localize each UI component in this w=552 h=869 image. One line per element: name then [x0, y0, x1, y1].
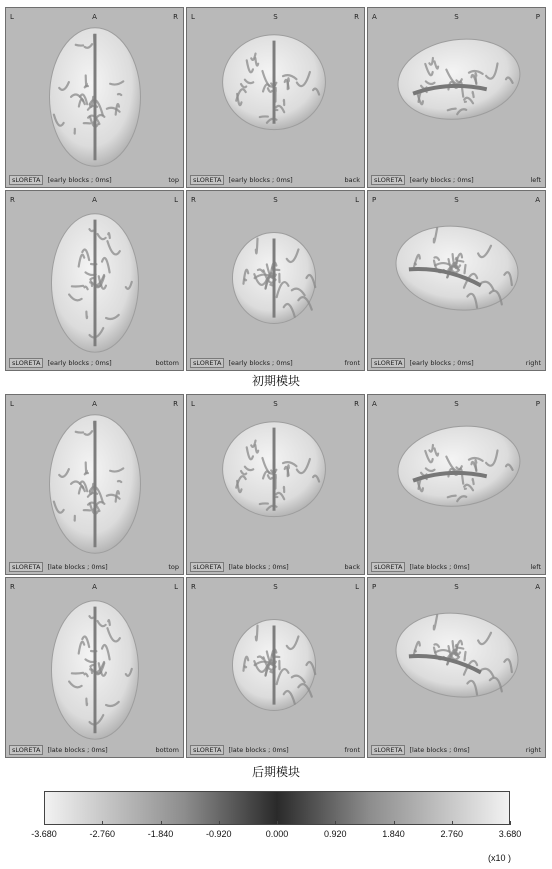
early-blocks-caption: 初期模块	[251, 374, 300, 388]
brain-panel-bottom	[5, 190, 184, 371]
orientation-label-right: L	[355, 196, 359, 204]
orientation-label-left: L	[191, 400, 195, 408]
colorbar-tickmark	[44, 821, 45, 825]
colorbar-tick-label: -2.760	[89, 829, 116, 839]
brain-panel-right	[367, 190, 546, 371]
brain-panel-top	[5, 7, 184, 188]
orientation-label-center: S	[273, 583, 278, 591]
condition-label: [early blocks ; 0ms]	[409, 359, 474, 367]
colorbar-tickmark	[219, 821, 220, 825]
orientation-label-center: S	[454, 196, 459, 204]
orientation-label-right: R	[173, 13, 178, 21]
orientation-label-right: L	[174, 583, 178, 591]
orientation-label-right: A	[535, 583, 540, 591]
brain-panel-bottom	[5, 577, 184, 758]
condition-label: [early blocks ; 0ms]	[228, 359, 293, 367]
view-label: right	[525, 746, 541, 754]
orientation-label-left: A	[372, 400, 377, 408]
method-label: sLORETA	[9, 562, 43, 572]
brain-panel-front	[186, 190, 365, 371]
brain-render	[6, 578, 183, 757]
orientation-label-left: P	[372, 196, 377, 204]
colorbar-tickmark	[161, 821, 162, 825]
condition-label: [late blocks ; 0ms]	[228, 746, 289, 754]
orientation-label-left: R	[10, 196, 15, 204]
brain-render	[368, 578, 545, 757]
orientation-label-right: R	[354, 13, 359, 21]
brain-panel-left	[367, 7, 546, 188]
panel-caption	[190, 746, 289, 754]
condition-label: [late blocks ; 0ms]	[228, 563, 289, 571]
view-label: front	[344, 746, 360, 754]
colorbar-tickmark	[452, 821, 453, 825]
method-label: sLORETA	[371, 358, 405, 368]
orientation-label-left: L	[10, 13, 14, 21]
brain-render	[6, 395, 183, 574]
panel-caption	[190, 563, 289, 571]
method-label: sLORETA	[190, 745, 224, 755]
orientation-label-center: S	[454, 583, 459, 591]
orientation-label-center: S	[273, 13, 278, 21]
condition-label: [late blocks ; 0ms]	[47, 746, 108, 754]
condition-label: [late blocks ; 0ms]	[409, 563, 470, 571]
orientation-label-center: A	[92, 400, 97, 408]
orientation-label-right: R	[173, 400, 178, 408]
late-blocks-grid	[5, 394, 546, 758]
panel-caption	[9, 176, 112, 184]
panel-caption	[371, 746, 470, 754]
view-label: back	[344, 176, 360, 184]
panel-caption	[9, 563, 108, 571]
method-label: sLORETA	[9, 358, 43, 368]
orientation-label-right: A	[535, 196, 540, 204]
colorbar-tick-label: 2.760	[440, 829, 464, 839]
view-label: right	[525, 359, 541, 367]
panel-caption	[371, 359, 474, 367]
orientation-label-center: S	[273, 400, 278, 408]
orientation-label-center: A	[92, 583, 97, 591]
panel-caption	[190, 359, 293, 367]
method-label: sLORETA	[371, 745, 405, 755]
brain-render	[368, 191, 545, 370]
brain-render	[6, 8, 183, 187]
orientation-label-right: P	[535, 13, 540, 21]
brain-render	[187, 395, 364, 574]
orientation-label-center: A	[92, 13, 97, 21]
brain-panel-right	[367, 577, 546, 758]
orientation-label-center: S	[454, 13, 459, 21]
orientation-label-left: R	[191, 196, 196, 204]
view-label: top	[168, 176, 179, 184]
view-label: top	[168, 563, 179, 571]
brain-panel-back	[186, 7, 365, 188]
orientation-label-left: L	[191, 13, 195, 21]
method-label: sLORETA	[371, 562, 405, 572]
colorbar-gradient	[44, 791, 510, 825]
orientation-label-left: A	[372, 13, 377, 21]
method-label: sLORETA	[190, 175, 224, 185]
condition-label: [late blocks ; 0ms]	[409, 746, 470, 754]
condition-label: [late blocks ; 0ms]	[47, 563, 108, 571]
colorbar-tickmark	[510, 821, 511, 825]
orientation-label-center: A	[92, 196, 97, 204]
colorbar-tick-label: 0.920	[323, 829, 347, 839]
view-label: front	[344, 359, 360, 367]
orientation-label-center: S	[454, 400, 459, 408]
colorbar-unit: (x10 )	[488, 853, 512, 863]
brain-render	[368, 395, 545, 574]
view-label: left	[530, 176, 541, 184]
brain-panel-left	[367, 394, 546, 575]
brain-panel-front	[186, 577, 365, 758]
colorbar-tickmark	[277, 821, 278, 825]
method-label: sLORETA	[9, 745, 43, 755]
colorbar-tick-label: 3.680	[498, 829, 522, 839]
brain-render	[187, 8, 364, 187]
colorbar-tick-label: -1.840	[147, 829, 174, 839]
brain-render	[187, 578, 364, 757]
panel-caption	[371, 176, 474, 184]
orientation-label-right: L	[355, 583, 359, 591]
colorbar	[31, 791, 522, 839]
condition-label: [early blocks ; 0ms]	[47, 176, 112, 184]
colorbar-tickmark	[394, 821, 395, 825]
view-label: bottom	[155, 746, 179, 754]
colorbar-tickmark	[102, 821, 103, 825]
brain-panel-back	[186, 394, 365, 575]
colorbar-tick-label: -0.920	[205, 829, 232, 839]
orientation-label-center: S	[273, 196, 278, 204]
orientation-label-left: L	[10, 400, 14, 408]
colorbar-ticks	[31, 825, 522, 839]
orientation-label-right: P	[535, 400, 540, 408]
orientation-label-left: R	[10, 583, 15, 591]
orientation-label-right: L	[174, 196, 178, 204]
method-label: sLORETA	[9, 175, 43, 185]
method-label: sLORETA	[190, 562, 224, 572]
condition-label: [early blocks ; 0ms]	[409, 176, 474, 184]
brain-render	[368, 8, 545, 187]
brain-render	[6, 191, 183, 370]
view-label: bottom	[155, 359, 179, 367]
condition-label: [early blocks ; 0ms]	[47, 359, 112, 367]
brain-render	[187, 191, 364, 370]
panel-caption	[190, 176, 293, 184]
colorbar-tick-label: 1.840	[382, 829, 405, 839]
colorbar-tickmark	[335, 821, 336, 825]
brain-panel-top	[5, 394, 184, 575]
late-blocks-caption: 后期模块	[251, 765, 300, 779]
panel-caption	[371, 563, 470, 571]
orientation-label-right: R	[354, 400, 359, 408]
method-label: sLORETA	[371, 175, 405, 185]
condition-label: [early blocks ; 0ms]	[228, 176, 293, 184]
method-label: sLORETA	[190, 358, 224, 368]
panel-caption	[9, 746, 108, 754]
colorbar-tick-label: 0.000	[265, 829, 289, 839]
orientation-label-left: P	[372, 583, 377, 591]
panel-caption	[9, 359, 112, 367]
view-label: back	[344, 563, 360, 571]
orientation-label-left: R	[191, 583, 196, 591]
colorbar-tick-label: -3.680	[31, 829, 57, 839]
early-blocks-grid	[5, 7, 546, 371]
view-label: left	[530, 563, 541, 571]
